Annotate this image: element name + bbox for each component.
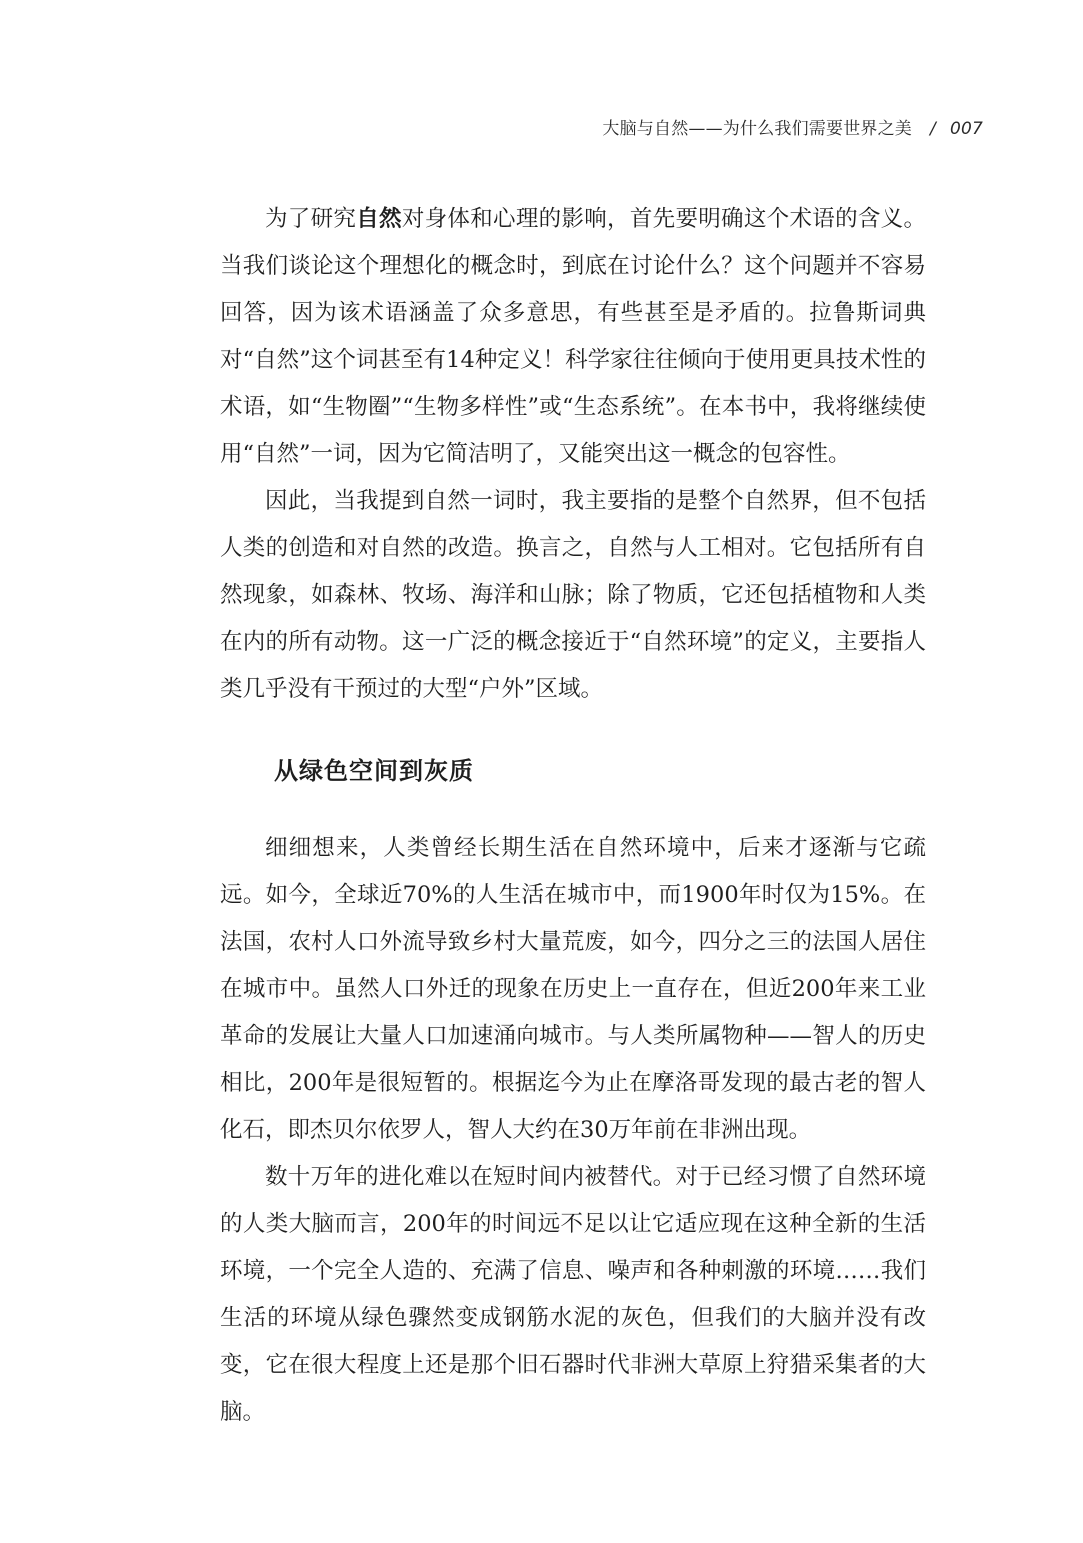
- paragraph-1-lead: 为了研究: [265, 206, 357, 232]
- body-text: [220, 196, 926, 1436]
- section-paragraph-2: 数十万年的进化难以在短时间内被替代。对于已经习惯了自然环境的人类大脑而言，200年的时间远不足以让它适应现在这种全新的生活环境，一个完全人造的、充满了信息、噪声和各种刺激的环境……我们生活的环境从绿色骤然变成钢筋水泥的灰色，但我们的大脑并没有改变，它在很大程度上还是那个旧石器时代非洲大草原上狩猎采集者的大脑。: [220, 1164, 926, 1425]
- header-separator: /: [930, 119, 936, 139]
- emphasis-term: 自然: [356, 206, 402, 232]
- running-header: [602, 114, 983, 139]
- book-title: 大脑与自然——为什么我们需要世界之美: [602, 119, 912, 139]
- paragraph-1-text: 对身体和心理的影响，首先要明确这个术语的含义。当我们谈论这个理想化的概念时，到底在讨论什么？这个问题并不容易回答，因为该术语涵盖了众多意思，有些甚至是矛盾的。拉鲁斯词典对“自然”这个词甚至有14种定义！科学家往往倾向于使用更具技术性的术语，如“生物圈”“生物多样性”或“生态系统”。在本书中，我将继续使用“自然”一词，因为它简洁明了，又能突出这一概念的包容性。: [220, 206, 926, 467]
- page-number: 007: [949, 119, 983, 139]
- section-heading: 从绿色空间到灰质: [274, 757, 474, 785]
- paragraph-1: [220, 196, 926, 478]
- section-paragraph-1: 细细想来，人类曾经长期生活在自然环境中，后来才逐渐与它疏远。如今，全球近70%的人生活在城市中，而1900年时仅为15%。在法国，农村人口外流导致乡村大量荒废，如今，四分之三的法国人居住在城市中。虽然人口外迁的现象在历史上一直存在，但近200年来工业革命的发展让大量人口加速涌向城市。与人类所属物种——智人的历史相比，200年是很短暂的。根据迄今为止在摩洛哥发现的最古老的智人化石，即杰贝尔依罗人，智人大约在30万年前在非洲出现。: [220, 835, 926, 1143]
- paragraph-2: 因此，当我提到自然一词时，我主要指的是整个自然界，但不包括人类的创造和对自然的改造。换言之，自然与人工相对。它包括所有自然现象，如森林、牧场、海洋和山脉；除了物质，它还包括植物和人类在内的所有动物。这一广泛的概念接近于“自然环境”的定义，主要指人类几乎没有干预过的大型“户外”区域。: [220, 488, 926, 702]
